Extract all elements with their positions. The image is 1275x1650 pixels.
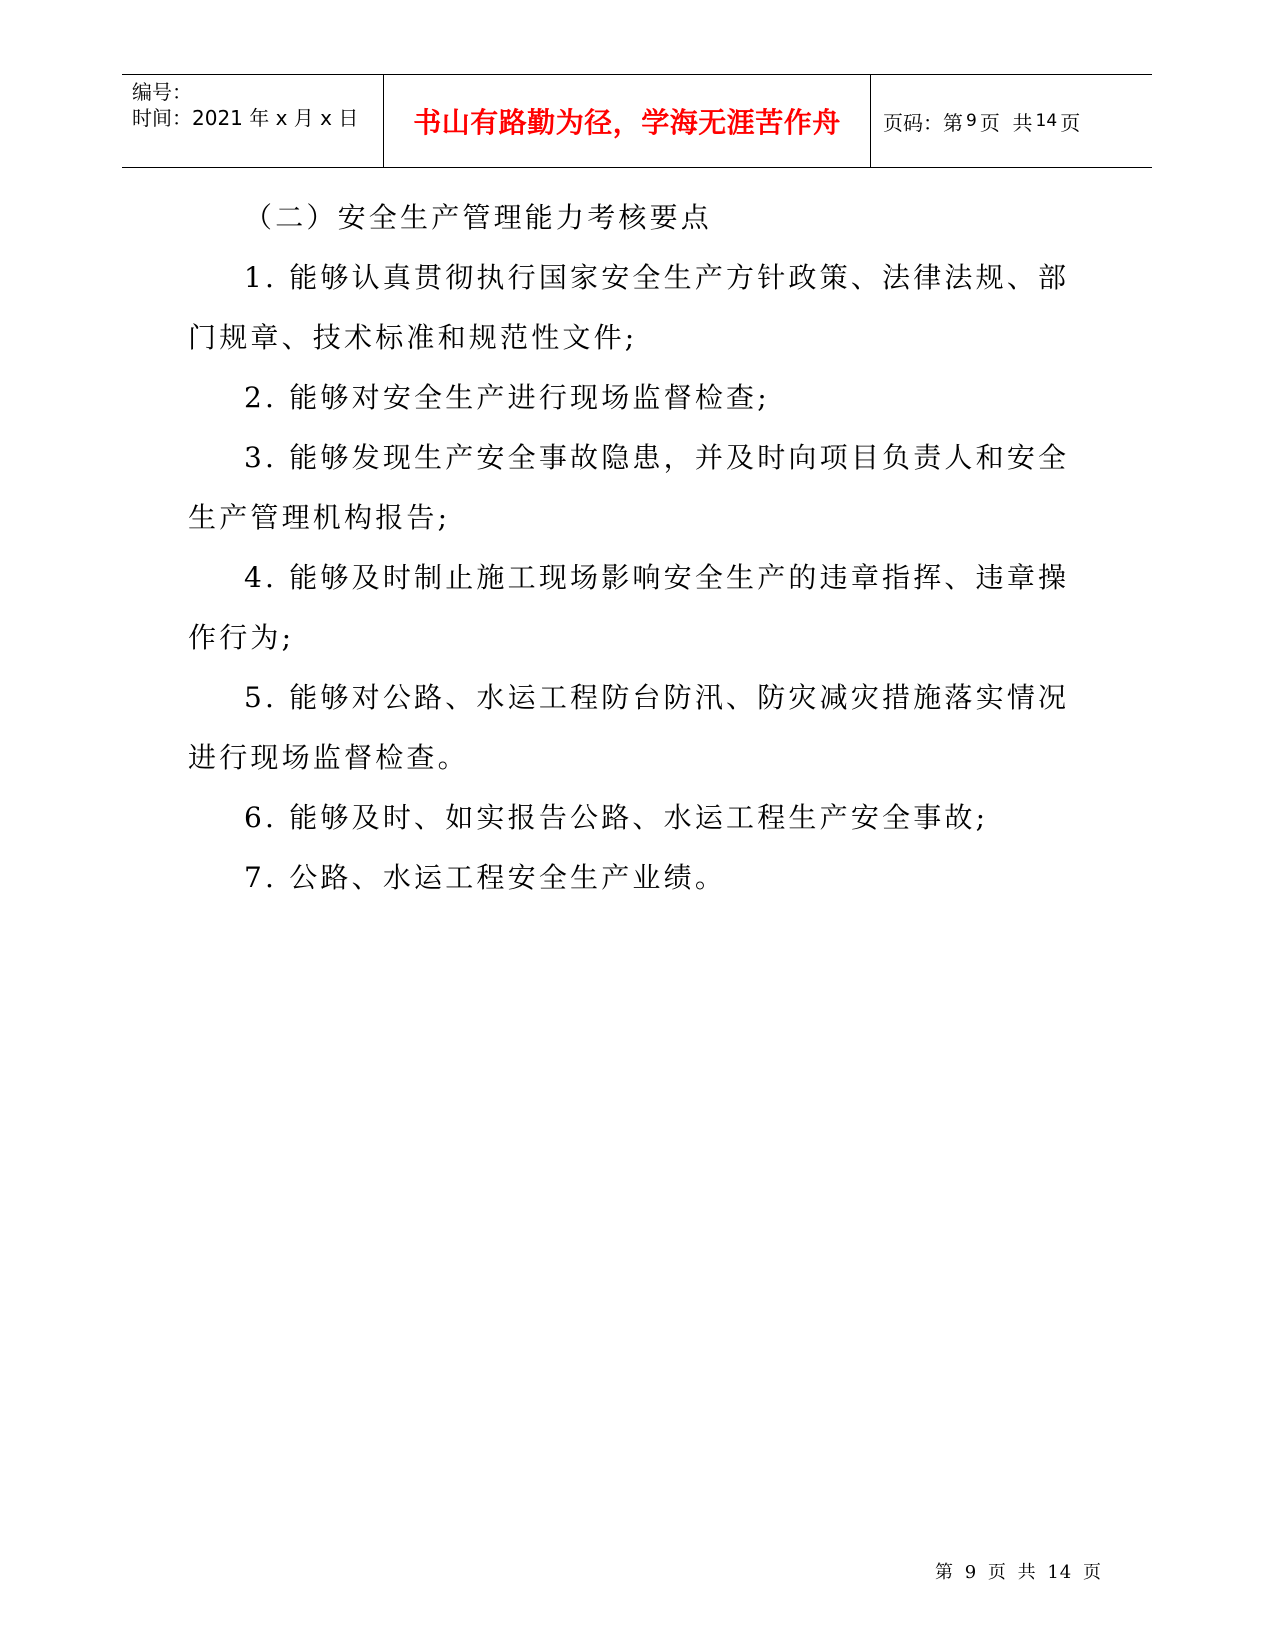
list-item: 2. 能够对安全生产进行现场监督检查; [244,381,770,414]
document-header [122,74,1152,168]
document-date: 时间：2021 年 x 月 x 日 [132,106,359,130]
list-item: 1. 能够认真贯彻执行国家安全生产方针政策、法律法规、部门规章、技术标准和规范性文件; [188,261,1070,354]
page-label-prefix: 页码：第 [883,110,963,135]
page-footer: 第 9 页 共 14 页 [935,1562,1102,1583]
list-item: 5. 能够对公路、水运工程防台防汛、防灾减灾措施落实情况进行现场监督检查。 [188,681,1070,774]
list-item: 3. 能够发现生产安全事故隐患，并及时向项目负责人和安全生产管理机构报告; [188,441,1070,534]
document-number-label: 编号： [132,80,192,104]
section-title: （二）安全生产管理能力考核要点 [244,201,713,234]
page-current: 9 [966,111,977,131]
list-item: 7. 公路、水运工程安全生产业绩。 [244,861,727,894]
header-motto: 书山有路勤为径，学海无涯苦作舟 [384,75,871,167]
header-meta [122,75,384,167]
page-total: 14 [1035,111,1058,131]
list-item: 4. 能够及时制止施工现场影响安全生产的违章指挥、违章操作行为; [188,561,1070,654]
header-page-info [871,75,1152,167]
list-item: 6. 能够及时、如实报告公路、水运工程生产安全事故; [244,801,989,834]
page-label-mid: 页 共 [979,110,1033,135]
page-label-suffix: 页 [1060,110,1081,135]
document-body [188,188,1093,908]
